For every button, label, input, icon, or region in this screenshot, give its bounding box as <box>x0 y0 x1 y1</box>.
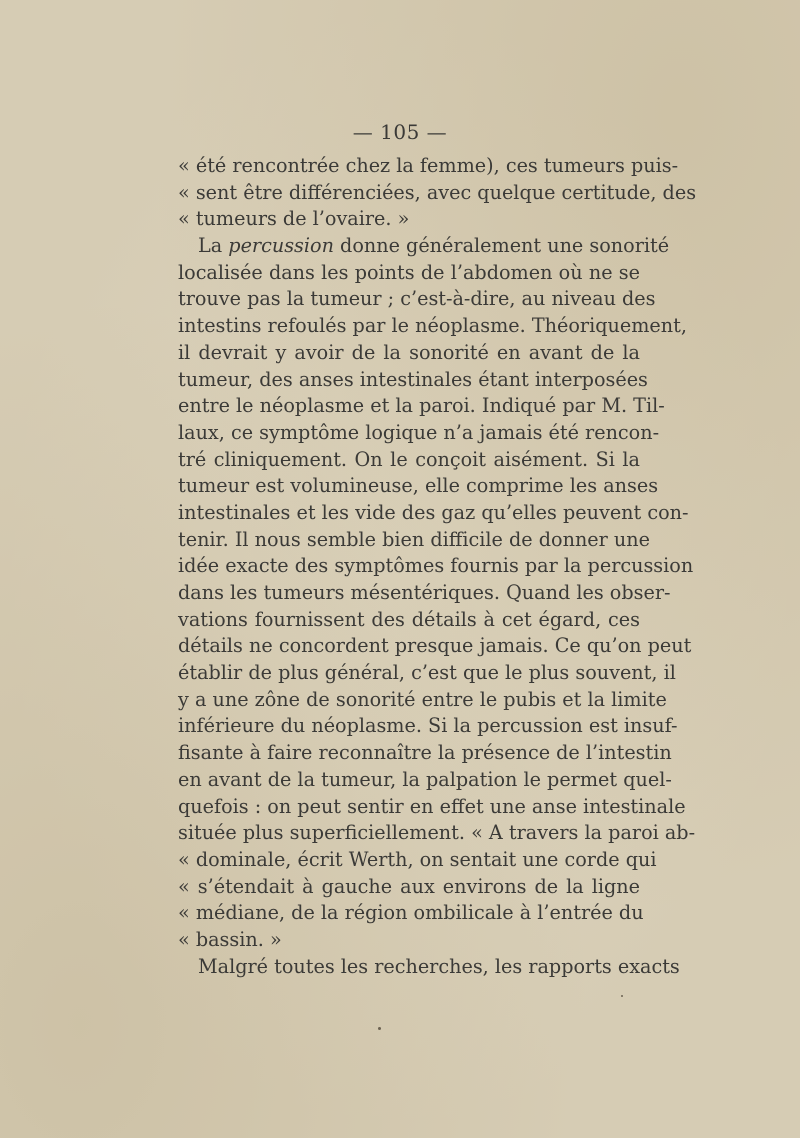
body-text <box>178 153 697 980</box>
text-line: il devrait y avoir de la sonorité en avant de la <box>178 340 640 364</box>
text-line: tenir. Il nous semble bien difficile de donner une <box>178 527 650 551</box>
text-line: « s’étendait à gauche aux environs de la ligne <box>178 874 640 898</box>
text-line: établir de plus général, c’est que le plus souvent, il <box>178 661 676 685</box>
text-line: tré cliniquement. On le conçoit aisément. Si la <box>178 447 640 471</box>
text-line: « bassin. » <box>178 927 282 951</box>
text-line: laux, ce symptôme logique n’a jamais été rencon- <box>178 420 660 444</box>
italic-term: percussion <box>228 234 334 258</box>
text-line <box>178 233 670 260</box>
page-number: — 105 — <box>352 120 448 144</box>
text-line: y a une zône de sonorité entre le pubis et la limite <box>178 687 667 711</box>
text-line: entre le néoplasme et la paroi. Indiqué par M. Til- <box>178 394 665 418</box>
paper-speck <box>621 995 623 997</box>
text-line: tumeur, des anses intestinales étant interposées <box>178 367 648 391</box>
text-line: inférieure du néoplasme. Si la percussion est insuf- <box>178 714 678 738</box>
text-line: quefois : on peut sentir en effet une anse intestinale <box>178 794 686 818</box>
text-line: détails ne concordent presque jamais. Ce qu’on peut <box>178 634 692 658</box>
text-line: située plus superficiellement. « A travers la paroi ab- <box>178 821 696 845</box>
text-line: en avant de la tumeur, la palpation le permet quel- <box>178 767 672 791</box>
text-fragment: La <box>198 234 229 258</box>
text-line: idée exacte des symptômes fournis par la percussion <box>178 554 694 578</box>
text-fragment: donne généralement une sonorité <box>333 234 670 258</box>
text-line: intestins refoulés par le néoplasme. Théoriquement, <box>178 314 687 338</box>
paper-speck <box>378 1027 381 1030</box>
text-line: intestinales et les vide des gaz qu’elles peuvent con- <box>178 500 689 524</box>
text-line: localisée dans les points de l’abdomen où ne se <box>178 260 640 284</box>
text-line: « sent être différenciées, avec quelque certitude, des <box>178 180 697 204</box>
text-line: « tumeurs de l’ovaire. » <box>178 207 410 231</box>
text-line: vations fournissent des détails à cet égard, ces <box>178 607 640 631</box>
text-line: tumeur est volumineuse, elle comprime les anses <box>178 474 659 498</box>
text-line: Malgré toutes les recherches, les rapports exacts <box>198 954 680 978</box>
text-line: « médiane, de la région ombilicale à l’entrée du <box>178 901 644 925</box>
text-line: fisante à faire reconnaître la présence de l’intestin <box>178 741 672 765</box>
text-line: dans les tumeurs mésentériques. Quand les obser- <box>178 581 671 604</box>
text-line: « été rencontrée chez la femme), ces tumeurs puis- <box>178 154 679 177</box>
text-line: « dominale, écrit Werth, on sentait une corde qui <box>178 847 657 871</box>
text-line: trouve pas la tumeur ; c’est-à-dire, au niveau des <box>178 287 656 311</box>
